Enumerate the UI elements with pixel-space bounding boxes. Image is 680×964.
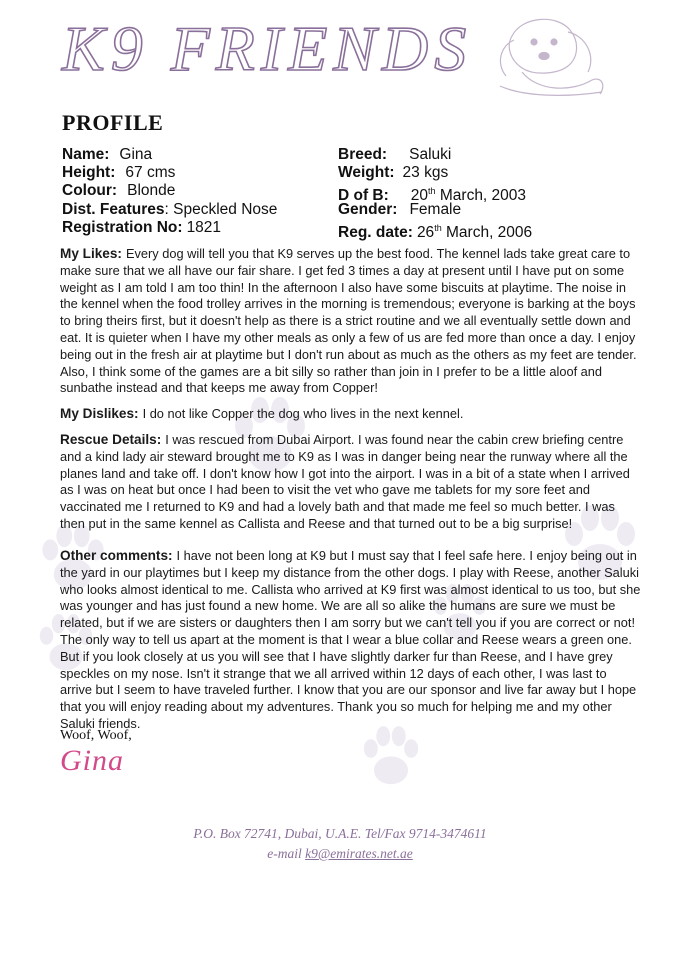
- email-link[interactable]: k9@emirates.net.ae: [305, 846, 413, 861]
- regdate-suffix: th: [434, 223, 442, 233]
- dob-label: D of B:: [338, 187, 389, 205]
- comments-text: I have not been long at K9 but I must say that I feel safe here. I enjoy being out in the yard in our playtimes but I keep my distance from the other dogs. I play with Reese, another Saluki who looks almost identical to me. Callista who arrived at K9 first was almost identical to us too, but she was younger and has just found a new home. We are all so alike the humans are sure we must be related, but if we are sisters or daughters then I am sorry but we can't tell you if you are correct or not! The only way to tell us apart at the moment is that I wear a blue collar and Reese wears a green one. But if you look closely at us you will see that I have slightly darker fur than Reese, and I have grey speckles on my nose. Isn't it strange that we all arrived within 12 days of each other, I was last to arrive but I seem to have traveled further. I know that you are our sponsor and live far away but I hope that you will enjoy reading about my adventures. Thank you so much for helping me and my other Saluki friends.: [60, 548, 641, 731]
- likes-label: My Likes:: [60, 246, 122, 261]
- registration-field: [62, 218, 221, 238]
- regdate-rest: March, 2006: [441, 224, 533, 242]
- breed-label: Breed:: [338, 146, 388, 163]
- dislikes-section: [60, 406, 642, 423]
- comments-section: [60, 548, 642, 733]
- regdate-field: [338, 218, 532, 243]
- rescue-label: Rescue Details:: [60, 432, 162, 447]
- rescue-text: I was rescued from Dubai Airport. I was found near the cabin crew briefing centre and a kind lady air steward brought me to K9 as I was in danger being near the runway where all the planes land and take off. I don't know how I got into the airport. I was in a bit of a state when I arrived as I was on heat but once I had been to visit the vet who gave me tablets for my sore feet and vaccinated me I returned to K9 and had a lovely bath and that made me feel so much better. I was then put in the same kennel as Callista and Reese and that turned out to be a big surprise!: [60, 432, 630, 531]
- likes-section: [60, 246, 642, 397]
- comments-label: Other comments:: [60, 548, 173, 563]
- height-label: Height:: [62, 164, 116, 181]
- name-label: Name:: [62, 146, 110, 163]
- colour-field: [62, 181, 175, 201]
- weight-field: [338, 163, 448, 183]
- dob-rest: March, 2003: [435, 187, 527, 205]
- breed-field: [338, 145, 451, 165]
- dog-sketch-icon: [482, 6, 612, 106]
- dob-day: 20: [410, 187, 429, 205]
- footer-email: [0, 846, 680, 862]
- registration-label: Registration No:: [62, 219, 183, 236]
- name-field: [62, 145, 152, 165]
- gender-value: Female: [409, 201, 462, 218]
- colour-label: Colour:: [62, 182, 118, 199]
- dislikes-label: My Dislikes:: [60, 406, 139, 421]
- features-label: Dist. Features: [62, 201, 165, 218]
- masthead-title: K9 FRIENDS: [62, 13, 473, 84]
- weight-value: 23 kgs: [402, 164, 449, 181]
- likes-text: Every dog will tell you that K9 serves up the best food. The kennel lads take great care to make sure that we all have our fair share. I get fed 3 times a day at present until I have put on some weight as I am told I am too thin! In the afternoon I also have some biscuits at playtime. The noise in the kennel when the food trolley arrives in the morning is tremendous; everyone is barking at the boys to bring theirs first, but it doesn't help as there is a strict routine and we all eventually settle down and eat. It is quieter when I have my other meals as only a few of us are fed more than once a day. I enjoy being out in the fresh air at playtime but I don't run about as much as the others as my feet are tender. Also, I think some of the games are a bit silly so rather than join in I prefer to be a little aloof and sunbathe instead and that keeps me away from Copper!: [60, 246, 637, 396]
- footer-address: P.O. Box 72741, Dubai, U.A.E. Tel/Fax 9714-3474611: [193, 826, 487, 841]
- height-field: [62, 163, 175, 183]
- footer-email-prefix: e-mail: [267, 846, 306, 861]
- gender-label: Gender:: [338, 201, 398, 218]
- features-value: : Speckled Nose: [164, 201, 278, 218]
- colour-value: Blonde: [127, 182, 176, 199]
- dislikes-text: I do not like Copper the dog who lives in the next kennel.: [142, 406, 464, 421]
- name-value: Gina: [119, 146, 153, 163]
- features-field: [62, 200, 277, 220]
- signoff: Woof, Woof,: [60, 728, 132, 743]
- signature: Gina: [60, 744, 124, 777]
- regdate-label: Reg. date:: [338, 224, 413, 242]
- dob-suffix: th: [428, 186, 436, 196]
- page-title: PROFILE: [62, 110, 164, 135]
- regdate-day: 26: [416, 224, 435, 242]
- gender-field: [338, 200, 461, 220]
- rescue-section: [60, 432, 642, 533]
- height-value: 67 cms: [125, 164, 176, 181]
- weight-label: Weight:: [338, 164, 395, 181]
- breed-value: Saluki: [409, 146, 452, 163]
- registration-value: 1821: [186, 219, 222, 236]
